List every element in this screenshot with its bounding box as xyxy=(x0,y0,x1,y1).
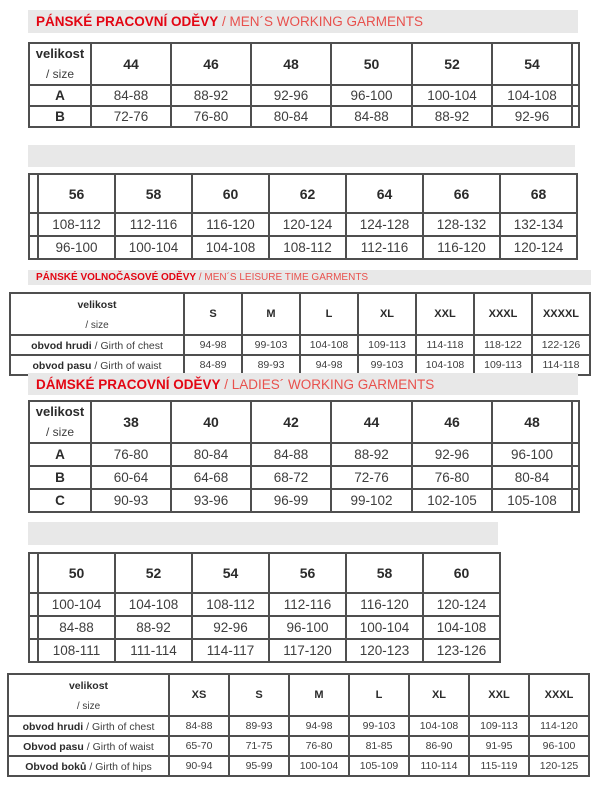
header-row xyxy=(8,674,589,716)
value-cell: 76-80 xyxy=(91,443,171,466)
value-cell: 100-104 xyxy=(346,616,423,639)
value-cell: 109-113 xyxy=(358,335,416,355)
size-header-cell: XL xyxy=(409,674,469,716)
cutoff-sliver-cell xyxy=(572,466,579,489)
size-header-cell: 64 xyxy=(346,174,423,213)
value-cell: 96-99 xyxy=(251,489,331,512)
row-label-cell xyxy=(10,355,184,375)
size-header-cell: 46 xyxy=(171,43,251,85)
corner-cell xyxy=(29,43,91,85)
row-label-cz: Obvod boků xyxy=(25,761,90,773)
cutoff-sliver-cell xyxy=(572,43,579,85)
value-cell: 91-95 xyxy=(469,736,529,756)
value-cell: 132-134 xyxy=(500,213,577,236)
value-cell: 120-124 xyxy=(500,236,577,259)
value-cell: 84-88 xyxy=(331,106,412,127)
value-cell: 105-108 xyxy=(492,489,572,512)
row-label-en: / Girth of hips xyxy=(89,761,152,773)
value-cell: 95-99 xyxy=(229,756,289,776)
value-cell: 89-93 xyxy=(229,716,289,736)
header-row xyxy=(29,43,579,85)
section-title-mens-leisure-cz: PÁNSKÉ VOLNOČASOVÉ ODĚVY xyxy=(36,272,197,283)
value-cell: 104-108 xyxy=(416,355,474,375)
value-cell: 108-112 xyxy=(269,236,346,259)
value-cell: 88-92 xyxy=(412,106,492,127)
size-header-cell: 60 xyxy=(192,174,269,213)
cutoff-sliver-cell xyxy=(572,489,579,512)
measurement-row xyxy=(29,489,579,512)
corner-line1: velikost xyxy=(77,299,117,311)
size-header-cell: S xyxy=(184,293,242,335)
row-label-cell xyxy=(8,756,169,776)
value-cell: 111-114 xyxy=(115,639,192,662)
measurement-row xyxy=(29,639,500,662)
size-header-cell: 52 xyxy=(412,43,492,85)
table-ladies-working-sizes-50-60 xyxy=(28,552,499,663)
value-cell: 104-108 xyxy=(423,616,500,639)
section-title-mens-leisure-en: / MEN´S LEISURE TIME GARMENTS xyxy=(196,272,369,283)
size-header-cell: 62 xyxy=(269,174,346,213)
size-header-cell: 44 xyxy=(91,43,171,85)
size-grid xyxy=(28,173,578,260)
value-cell: 116-120 xyxy=(192,213,269,236)
value-cell: 128-132 xyxy=(423,213,500,236)
corner-line2: / size xyxy=(85,320,109,331)
row-label-cell xyxy=(8,736,169,756)
value-cell: 100-104 xyxy=(289,756,349,776)
size-header-cell: 40 xyxy=(171,401,251,443)
value-cell: 80-84 xyxy=(251,106,331,127)
row-label-cz: obvod pasu xyxy=(32,360,95,372)
size-header-cell: XXL xyxy=(416,293,474,335)
value-cell: 71-75 xyxy=(229,736,289,756)
row-label-cell: B xyxy=(29,106,91,127)
value-cell: 114-118 xyxy=(416,335,474,355)
section-title-mens-working-cz: PÁNSKÉ PRACOVNÍ ODĚVY xyxy=(36,14,219,29)
value-cell: 122-126 xyxy=(532,335,590,355)
value-cell: 118-122 xyxy=(474,335,532,355)
value-cell: 109-113 xyxy=(474,355,532,375)
size-header-cell: 46 xyxy=(412,401,492,443)
size-header-cell: 50 xyxy=(331,43,412,85)
value-cell: 117-120 xyxy=(269,639,346,662)
value-cell: 105-109 xyxy=(349,756,409,776)
value-cell: 84-88 xyxy=(251,443,331,466)
measurement-row xyxy=(29,593,500,616)
value-cell: 96-100 xyxy=(269,616,346,639)
value-cell: 99-103 xyxy=(349,716,409,736)
value-cell: 104-108 xyxy=(192,236,269,259)
value-cell: 65-70 xyxy=(169,736,229,756)
cutoff-sliver-cell xyxy=(572,85,579,106)
value-cell: 116-120 xyxy=(346,593,423,616)
value-cell: 100-104 xyxy=(412,85,492,106)
value-cell: 68-72 xyxy=(251,466,331,489)
value-cell: 76-80 xyxy=(171,106,251,127)
value-cell: 104-108 xyxy=(115,593,192,616)
size-header-cell: L xyxy=(300,293,358,335)
value-cell: 94-98 xyxy=(289,716,349,736)
row-label-cz: obvod hrudi xyxy=(31,340,95,352)
value-cell: 72-76 xyxy=(91,106,171,127)
spacer-band-ladies-working xyxy=(28,522,498,545)
table-mens-leisure-sizes xyxy=(9,292,589,372)
value-cell: 84-88 xyxy=(91,85,171,106)
row-label-cell: B xyxy=(29,466,91,489)
row-label-cz: Obvod pasu xyxy=(23,741,87,753)
size-header-cell: M xyxy=(242,293,300,335)
value-cell: 60-64 xyxy=(91,466,171,489)
value-cell: 81-85 xyxy=(349,736,409,756)
value-cell: 114-118 xyxy=(532,355,590,375)
value-cell: 114-120 xyxy=(529,716,589,736)
measurement-row xyxy=(8,716,589,736)
row-label-en: / Girth of chest xyxy=(94,340,163,352)
section-title-ladies-working-cz: DÁMSKÉ PRACOVNÍ ODĚVY xyxy=(36,376,221,392)
size-grid xyxy=(28,552,501,663)
value-cell: 120-124 xyxy=(269,213,346,236)
size-header-cell: 38 xyxy=(91,401,171,443)
value-cell: 80-84 xyxy=(492,466,572,489)
value-cell: 86-90 xyxy=(409,736,469,756)
value-cell: 104-108 xyxy=(492,85,572,106)
value-cell: 123-126 xyxy=(423,639,500,662)
value-cell: 96-100 xyxy=(331,85,412,106)
measurement-row xyxy=(29,106,579,127)
value-cell: 112-116 xyxy=(346,236,423,259)
value-cell: 108-112 xyxy=(192,593,269,616)
measurement-row xyxy=(29,616,500,639)
corner-line1: velikost xyxy=(35,404,85,419)
size-header-cell: 68 xyxy=(500,174,577,213)
row-label-en: / Girth of waist xyxy=(86,741,154,753)
value-cell: 96-100 xyxy=(38,236,115,259)
value-cell: 84-89 xyxy=(184,355,242,375)
size-grid xyxy=(7,673,590,777)
value-cell: 88-92 xyxy=(331,443,412,466)
section-title-mens-working-en: / MEN´S WORKING GARMENTS xyxy=(218,14,424,29)
cutoff-sliver-cell xyxy=(29,213,38,236)
row-label-en: / Girth of waist xyxy=(94,360,162,372)
header-row xyxy=(29,401,579,443)
corner-line2: / size xyxy=(45,425,74,439)
value-cell: 88-92 xyxy=(115,616,192,639)
size-header-cell: XXXXL xyxy=(532,293,590,335)
value-cell: 109-113 xyxy=(469,716,529,736)
table-mens-working-sizes-56-68 xyxy=(28,173,576,260)
size-header-cell: 58 xyxy=(346,553,423,593)
table-ladies-letter-sizes xyxy=(7,673,588,773)
size-header-cell: 44 xyxy=(331,401,412,443)
value-cell: 92-96 xyxy=(492,106,572,127)
cutoff-sliver-cell xyxy=(572,401,579,443)
size-header-cell: 66 xyxy=(423,174,500,213)
measurement-row xyxy=(8,736,589,756)
row-label-cell: C xyxy=(29,489,91,512)
size-header-cell: 48 xyxy=(251,43,331,85)
row-label-cell: A xyxy=(29,443,91,466)
value-cell: 92-96 xyxy=(412,443,492,466)
size-header-cell: S xyxy=(229,674,289,716)
value-cell: 90-94 xyxy=(169,756,229,776)
value-cell: 115-119 xyxy=(469,756,529,776)
section-title-mens-working xyxy=(28,10,578,33)
value-cell: 72-76 xyxy=(331,466,412,489)
value-cell: 84-88 xyxy=(169,716,229,736)
value-cell: 120-123 xyxy=(346,639,423,662)
corner-cell xyxy=(10,293,184,335)
value-cell: 84-88 xyxy=(38,616,115,639)
row-label-en: / Girth of chest xyxy=(86,721,155,733)
row-label-cz: obvod hrudi xyxy=(22,721,87,733)
row-label-cell xyxy=(10,335,184,355)
value-cell: 104-108 xyxy=(409,716,469,736)
corner-line2: / size xyxy=(76,701,101,712)
measurement-row xyxy=(29,85,579,106)
value-cell: 76-80 xyxy=(412,466,492,489)
value-cell: 88-92 xyxy=(171,85,251,106)
size-header-cell: 56 xyxy=(269,553,346,593)
value-cell: 108-112 xyxy=(38,213,115,236)
table-mens-working-sizes-44-54 xyxy=(28,42,578,128)
cutoff-sliver-cell xyxy=(572,443,579,466)
value-cell: 112-116 xyxy=(115,213,192,236)
corner-line2: / size xyxy=(45,67,74,81)
measurement-row xyxy=(29,443,579,466)
value-cell: 100-104 xyxy=(38,593,115,616)
value-cell: 108-111 xyxy=(38,639,115,662)
row-label-cell xyxy=(8,716,169,736)
size-header-cell: XXXL xyxy=(474,293,532,335)
size-header-cell: 52 xyxy=(115,553,192,593)
section-title-ladies-working xyxy=(28,373,578,395)
corner-cell xyxy=(29,401,91,443)
measurement-row xyxy=(8,756,589,776)
corner-line1: velikost xyxy=(68,680,109,692)
size-header-cell: L xyxy=(349,674,409,716)
cutoff-sliver-cell xyxy=(29,616,38,639)
size-header-cell: 58 xyxy=(115,174,192,213)
value-cell: 93-96 xyxy=(171,489,251,512)
size-grid xyxy=(9,292,591,376)
value-cell: 120-124 xyxy=(423,593,500,616)
header-row xyxy=(10,293,590,335)
value-cell: 80-84 xyxy=(171,443,251,466)
cutoff-sliver-cell xyxy=(29,236,38,259)
value-cell: 99-103 xyxy=(242,335,300,355)
measurement-row xyxy=(10,355,590,375)
value-cell: 99-102 xyxy=(331,489,412,512)
table-ladies-working-sizes-38-48 xyxy=(28,400,578,513)
size-header-cell: 56 xyxy=(38,174,115,213)
cutoff-sliver-cell xyxy=(29,553,38,593)
size-header-cell: XL xyxy=(358,293,416,335)
cutoff-sliver-cell xyxy=(29,174,38,213)
size-header-cell: M xyxy=(289,674,349,716)
size-header-cell: 48 xyxy=(492,401,572,443)
value-cell: 104-108 xyxy=(300,335,358,355)
value-cell: 96-100 xyxy=(492,443,572,466)
cutoff-sliver-cell xyxy=(29,639,38,662)
section-title-ladies-working-en: / LADIES´ WORKING GARMENTS xyxy=(220,376,435,392)
corner-line1: velikost xyxy=(35,46,85,61)
value-cell: 110-114 xyxy=(409,756,469,776)
value-cell: 116-120 xyxy=(423,236,500,259)
cutoff-sliver-cell xyxy=(29,593,38,616)
size-header-cell: XXXL xyxy=(529,674,589,716)
value-cell: 92-96 xyxy=(251,85,331,106)
value-cell: 102-105 xyxy=(412,489,492,512)
value-cell: 94-98 xyxy=(300,355,358,375)
measurement-row xyxy=(29,213,577,236)
size-grid xyxy=(28,42,580,128)
size-header-cell: XXL xyxy=(469,674,529,716)
value-cell: 96-100 xyxy=(529,736,589,756)
size-header-cell: XS xyxy=(169,674,229,716)
header-row xyxy=(29,174,577,213)
size-header-cell: 42 xyxy=(251,401,331,443)
value-cell: 100-104 xyxy=(115,236,192,259)
measurement-row xyxy=(29,466,579,489)
corner-cell xyxy=(8,674,169,716)
size-header-cell: 54 xyxy=(192,553,269,593)
row-label-cell: A xyxy=(29,85,91,106)
measurement-row xyxy=(29,236,577,259)
size-header-cell: 54 xyxy=(492,43,572,85)
value-cell: 90-93 xyxy=(91,489,171,512)
header-row xyxy=(29,553,500,593)
value-cell: 94-98 xyxy=(184,335,242,355)
value-cell: 64-68 xyxy=(171,466,251,489)
section-title-mens-leisure xyxy=(28,270,591,285)
value-cell: 114-117 xyxy=(192,639,269,662)
size-header-cell: 60 xyxy=(423,553,500,593)
size-header-cell: 50 xyxy=(38,553,115,593)
value-cell: 76-80 xyxy=(289,736,349,756)
value-cell: 112-116 xyxy=(269,593,346,616)
value-cell: 99-103 xyxy=(358,355,416,375)
size-grid xyxy=(28,400,580,513)
value-cell: 120-125 xyxy=(529,756,589,776)
value-cell: 92-96 xyxy=(192,616,269,639)
spacer-band-mens-working xyxy=(28,145,575,167)
value-cell: 124-128 xyxy=(346,213,423,236)
measurement-row xyxy=(10,335,590,355)
cutoff-sliver-cell xyxy=(572,106,579,127)
value-cell: 89-93 xyxy=(242,355,300,375)
